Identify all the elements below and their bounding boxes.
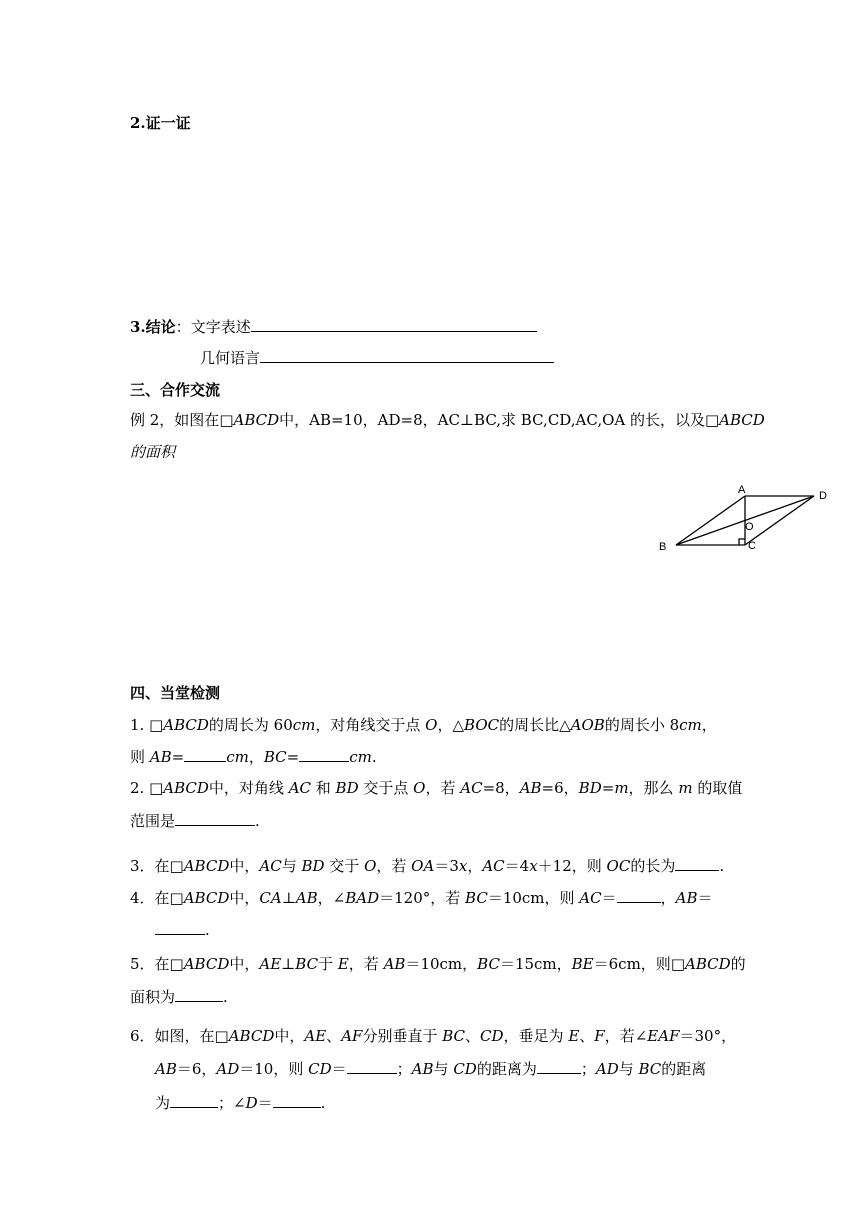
text-fragment: 中， <box>229 857 260 875</box>
text-fragment: AC <box>288 779 311 797</box>
text-fragment: ＝10cm，则 <box>487 889 580 907</box>
text-fragment: □ABCD <box>670 955 731 973</box>
q6-cd-blank[interactable] <box>347 1057 397 1074</box>
example-2-text: 中，AB=10，AD=8，AC⊥BC,求 BC,CD,AC,OA 的长，以及 <box>279 411 705 429</box>
text-fragment: 、 <box>326 1027 342 1045</box>
label-d: D <box>819 490 827 502</box>
text-fragment: 的周长为 60 <box>208 716 293 734</box>
text-fragment: BC <box>263 748 287 766</box>
text-fragment: AC <box>460 779 483 797</box>
text-fragment: ，垂足为 <box>503 1027 569 1045</box>
text-fragment: m <box>614 779 629 797</box>
text-fragment: E <box>568 1027 580 1045</box>
text-fragment: = <box>171 748 185 766</box>
text-fragment: 、 <box>579 1027 595 1045</box>
text-fragment: ，那么 <box>628 779 679 797</box>
text-fragment: AC <box>579 889 602 907</box>
text-fragment: OC <box>606 857 631 875</box>
q3-oc-blank[interactable] <box>675 854 719 871</box>
text-fragment: □ABCD <box>214 1027 275 1045</box>
text-fragment: . <box>719 857 725 875</box>
text-fragment: = <box>601 779 615 797</box>
text-fragment: ＝ <box>697 889 713 907</box>
text-fragment: 与 <box>618 1060 639 1078</box>
text-fragment: CD <box>480 1027 504 1045</box>
text-fragment: BC <box>638 1060 662 1078</box>
text-fragment: ； <box>396 1060 412 1078</box>
parallelogram-figure <box>650 480 840 560</box>
right-angle-mark <box>739 539 745 545</box>
text-fragment: AE <box>259 955 282 973</box>
text-fragment: ＝6， <box>176 1060 217 1078</box>
text-fragment: 交于点 <box>358 779 414 797</box>
text-fragment: OA <box>411 857 435 875</box>
q6-ad-bc-distance-blank[interactable] <box>170 1091 218 1108</box>
text-fragment: ； <box>580 1060 596 1078</box>
text-fragment: □ABCD <box>169 857 230 875</box>
text-fragment: ＝120°，若 <box>379 889 466 907</box>
text-fragment: ，若∠ <box>604 1027 648 1045</box>
text-fragment: 与 <box>433 1060 454 1078</box>
conclusion-label: 3.结论 <box>130 318 176 336</box>
label-a: A <box>738 484 746 496</box>
text-fragment: AD <box>595 1060 619 1078</box>
text-fragment: AE <box>304 1027 327 1045</box>
question-6-line-3 <box>155 1091 325 1114</box>
text-fragment: 、 <box>465 1027 481 1045</box>
text-fragment: 范围是 <box>130 812 176 830</box>
text-fragment: . <box>255 812 260 830</box>
text-fragment: 的距离 <box>661 1060 707 1078</box>
side-ab <box>676 496 745 545</box>
text-fragment: 的周长比△ <box>499 716 571 734</box>
question-6-line-1 <box>130 1025 736 1047</box>
text-fragment: ， <box>248 748 264 766</box>
text-fragment: ＝6cm，则 <box>593 955 671 973</box>
text-fragment: BE <box>571 955 594 973</box>
text-fragment: 的长为 <box>630 857 676 875</box>
question-4-line-2 <box>155 918 210 941</box>
section-three-title: 三、合作交流 <box>130 381 221 399</box>
text-fragment: 中， <box>274 1027 305 1045</box>
text-fragment: cm <box>679 716 702 734</box>
text-fragment: ＝ <box>331 1060 347 1078</box>
text-fragment: O <box>413 779 426 797</box>
text-fragment: □ABCD <box>169 955 230 973</box>
text-fragment: . <box>320 1094 326 1112</box>
text-fragment: BOC <box>464 716 500 734</box>
text-fragment: BAD <box>345 889 380 907</box>
text-fragment: cm <box>292 716 316 734</box>
text-fragment: ， <box>701 716 717 734</box>
text-fragment: ⊥ <box>281 955 296 973</box>
text-fragment: 和 <box>311 779 336 797</box>
text-fragment: AB <box>383 955 406 973</box>
text-fragment: 分别垂直于 <box>362 1027 443 1045</box>
text-fragment: 与 <box>281 857 302 875</box>
text-fragment: ，△ <box>437 716 465 734</box>
text-fragment: m <box>678 779 693 797</box>
text-fragment: 6．如图，在 <box>130 1027 215 1045</box>
text-fragment: ＝10，则 <box>239 1060 309 1078</box>
text-fragment: CA <box>259 889 282 907</box>
text-fragment: 为 <box>155 1094 171 1112</box>
parallelogram-name: □ABCD <box>705 411 765 429</box>
text-fragment: 交于 <box>324 857 365 875</box>
text-fragment: ， <box>467 857 483 875</box>
text-fragment: . <box>223 988 228 1006</box>
text-fragment: ⊥ <box>281 889 296 907</box>
text-fragment: BD <box>301 857 325 875</box>
conclusion-text-line <box>130 315 537 338</box>
text-fragment: ；∠ <box>218 1094 246 1112</box>
example-2-text: 的面积 <box>130 443 176 461</box>
example-2-line-2 <box>130 441 175 463</box>
label-c: C <box>748 540 756 552</box>
section-four-title: 四、当堂检测 <box>130 684 221 702</box>
conclusion-colon: ： <box>175 318 191 336</box>
text-fragment: 4．在 <box>130 889 170 907</box>
text-fragment: 的周长小 8 <box>604 716 680 734</box>
text-fragment: ＝3 <box>434 857 459 875</box>
example-2-text: 例 2，如图在 <box>130 411 220 429</box>
parallelogram-name: □ABCD <box>219 411 280 429</box>
text-fragment: . <box>205 921 210 939</box>
text-fragment: ＝ <box>601 889 617 907</box>
text-fragment: =8， <box>482 779 520 797</box>
text-fragment: ，对角线交于点 <box>315 716 426 734</box>
text-fragment: 面积为 <box>130 988 176 1006</box>
question-6-line-2 <box>155 1057 706 1080</box>
text-fragment: 的取值 <box>692 779 743 797</box>
question-4-line-1 <box>130 886 713 909</box>
text-fragment: ，若 <box>425 779 461 797</box>
text-fragment: AB <box>149 748 172 766</box>
text-fragment: □ABCD <box>149 779 209 797</box>
text-fragment: 于 <box>318 955 338 973</box>
text-fragment: 3．在 <box>130 857 170 875</box>
text-fragment: =6， <box>541 779 579 797</box>
text-fragment: cm <box>349 748 372 766</box>
text-fragment: BC <box>295 955 319 973</box>
text-fragment: 的 <box>730 955 746 973</box>
text-fragment: 5．在 <box>130 955 170 973</box>
text-fragment: AB <box>411 1060 434 1078</box>
text-fragment: O <box>425 716 438 734</box>
geometric-language-label: 几何语言 <box>200 349 261 367</box>
question-2-line-2 <box>130 809 260 832</box>
q1-ab-blank[interactable] <box>184 745 226 762</box>
text-fragment: 中，对角线 <box>208 779 289 797</box>
question-1-line-2 <box>130 745 377 768</box>
q5-area-blank[interactable] <box>175 985 223 1002</box>
question-2-line-1 <box>130 777 742 799</box>
q6-angle-d-blank[interactable] <box>273 1091 321 1108</box>
text-fragment: . <box>371 748 377 766</box>
text-fragment: 则 <box>130 748 150 766</box>
text-fragment: □ABCD <box>169 889 230 907</box>
text-fragment: BC <box>477 955 500 973</box>
text-fragment: BD <box>335 779 359 797</box>
text-fragment: ＝ <box>257 1094 273 1112</box>
text-fragment: ，∠ <box>317 889 346 907</box>
geometric-language-line <box>200 346 554 369</box>
text-fragment: O <box>364 857 377 875</box>
side-dc <box>745 496 814 545</box>
text-fragment: ＝10cm， <box>405 955 478 973</box>
question-3-line-1 <box>130 854 724 877</box>
text-fragment: ，若 <box>348 955 384 973</box>
text-fragment: D <box>245 1094 258 1112</box>
text-fragment: BC <box>465 889 488 907</box>
text-fragment: CD <box>453 1060 477 1078</box>
text-fragment: = <box>286 748 300 766</box>
text-fragment: 的距离为 <box>476 1060 537 1078</box>
text-fragment: AD <box>216 1060 240 1078</box>
text-fragment: x <box>458 857 468 875</box>
text-fragment: BC <box>442 1027 465 1045</box>
text-fragment: □ABCD <box>149 716 209 734</box>
text-fragment: ＋12，则 <box>537 857 607 875</box>
text-fragment: AC <box>259 857 282 875</box>
example-2-line-1 <box>130 409 765 431</box>
text-fragment: ＝15cm， <box>499 955 572 973</box>
q2-range-blank[interactable] <box>175 809 255 826</box>
text-fragment: 中， <box>229 955 260 973</box>
text-statement-blank[interactable] <box>251 315 537 332</box>
text-fragment: EAF <box>647 1027 680 1045</box>
text-fragment: BD <box>578 779 602 797</box>
text-fragment: E <box>337 955 349 973</box>
q4-ab-blank[interactable] <box>155 918 205 935</box>
text-fragment: AB <box>675 889 698 907</box>
question-5-line-1 <box>130 953 746 975</box>
text-fragment: ， <box>660 889 676 907</box>
text-fragment: CD <box>308 1060 332 1078</box>
text-fragment: ，若 <box>376 857 412 875</box>
geometric-language-blank[interactable] <box>260 346 554 363</box>
text-fragment: cm <box>226 748 249 766</box>
text-fragment: 2. <box>130 779 150 797</box>
text-fragment: x <box>529 857 538 875</box>
text-fragment: AC <box>482 857 505 875</box>
label-b: B <box>659 541 667 553</box>
question-1-line-1 <box>130 714 717 736</box>
section-2-title: 2.证一证 <box>130 114 191 132</box>
text-fragment: AB <box>519 779 542 797</box>
q4-ac-blank[interactable] <box>617 886 661 903</box>
text-fragment: ＝30°， <box>679 1027 737 1045</box>
text-fragment: ＝4 <box>504 857 530 875</box>
text-fragment: 中， <box>229 889 260 907</box>
text-statement-label: 文字表述 <box>190 318 251 336</box>
text-fragment: F <box>594 1027 605 1045</box>
q6-ab-cd-distance-blank[interactable] <box>537 1057 581 1074</box>
text-fragment: AB <box>295 889 318 907</box>
text-fragment: AOB <box>570 716 605 734</box>
label-o: O <box>745 521 754 533</box>
question-5-line-2 <box>130 985 228 1008</box>
text-fragment: 1. <box>130 716 150 734</box>
q1-bc-blank[interactable] <box>299 745 349 762</box>
text-fragment: AF <box>341 1027 363 1045</box>
text-fragment: AB <box>155 1060 177 1078</box>
